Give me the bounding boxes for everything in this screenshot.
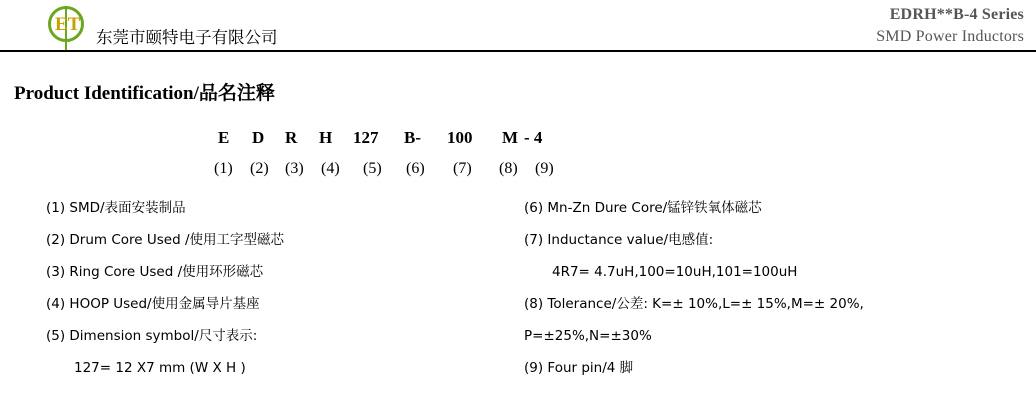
pn-index: (5) [363, 160, 382, 177]
company-logo [44, 4, 92, 52]
legend-item: (5) Dimension symbol/尺寸表示: [46, 328, 258, 344]
pn-index: (7) [453, 160, 472, 177]
pn-code: 100 [447, 128, 473, 147]
pn-index: (6) [406, 160, 425, 177]
legend-item-continued: P=±25%,N=±30% [524, 328, 652, 344]
logo-monogram: ET [55, 14, 81, 35]
legend-column-left [46, 200, 506, 392]
pn-index: (1) [214, 160, 233, 177]
legend-item: (7) Inductance value/电感值: [524, 232, 714, 248]
page-header [0, 0, 1036, 58]
company-name: 东莞市颐特电子有限公司 [96, 28, 278, 47]
pn-code: - 4 [524, 128, 543, 147]
part-number-row [0, 128, 1036, 152]
series-subtitle: SMD Power Inductors [876, 28, 1024, 45]
series-heading [876, 4, 1024, 48]
legend-item: (2) Drum Core Used /使用工字型磁芯 [46, 232, 285, 248]
pn-index: (4) [321, 160, 340, 177]
legend-item: (9) Four pin/4 脚 [524, 360, 634, 376]
pn-code: R [285, 128, 298, 147]
pn-index: (3) [285, 160, 304, 177]
legend-sub-item: 127= 12 X7 mm (W X H ) [74, 360, 246, 376]
pn-index: (8) [499, 160, 518, 177]
part-number-index-row [0, 160, 1036, 184]
legend-item: (1) SMD/表面安装制品 [46, 200, 186, 216]
pn-code: M [502, 128, 519, 147]
pn-index: (2) [250, 160, 269, 177]
pn-index: (9) [535, 160, 554, 177]
header-divider [0, 50, 1036, 52]
legend-item: (4) HOOP Used/使用金属导片基座 [46, 296, 260, 312]
series-name: EDRH**B-4 Series [889, 6, 1024, 23]
pn-code: H [319, 128, 333, 147]
page-title: Product Identification/品名注释 [14, 83, 275, 104]
pn-code: D [252, 128, 265, 147]
pn-code: B- [404, 128, 421, 147]
pn-code: 127 [353, 128, 379, 147]
pn-code: E [218, 128, 230, 147]
legend-column-right [524, 200, 1004, 392]
legend-item: (6) Mn-Zn Dure Core/锰锌铁氧体磁芯 [524, 200, 762, 216]
legend-item: (8) Tolerance/公差: K=± 10%,L=± 15%,M=± 20%, [524, 296, 864, 312]
legend-item: (3) Ring Core Used /使用环形磁芯 [46, 264, 264, 280]
legend-sub-item: 4R7= 4.7uH,100=10uH,101=100uH [552, 264, 798, 280]
